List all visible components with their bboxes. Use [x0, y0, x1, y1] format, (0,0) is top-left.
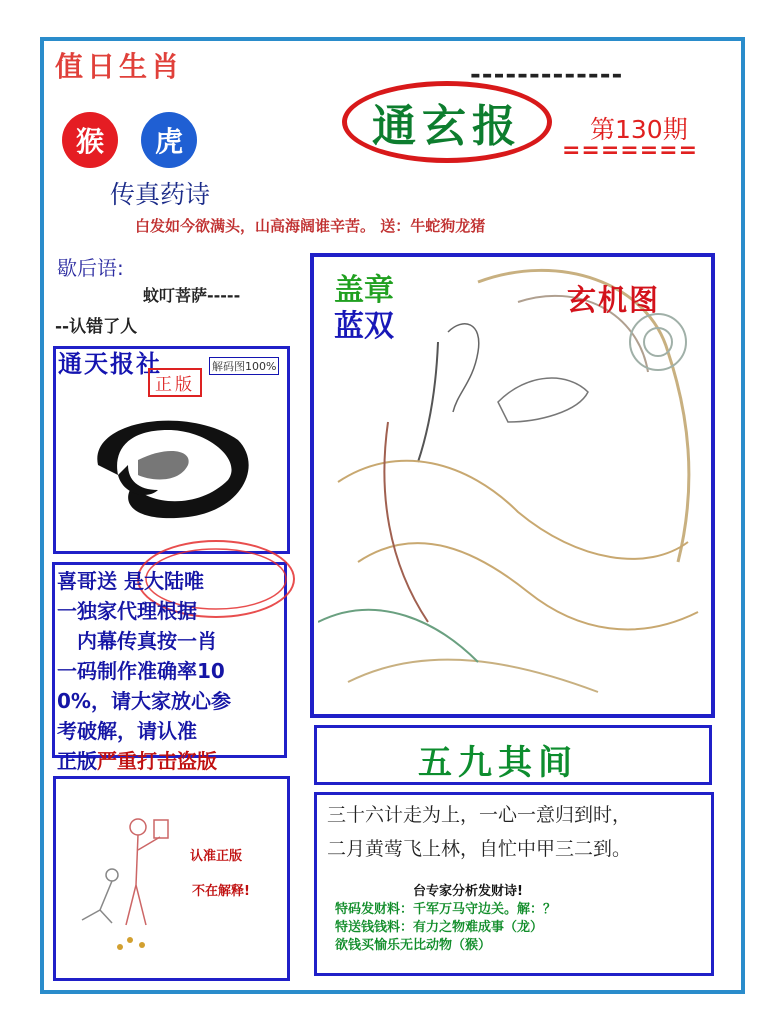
notice-line-3: 内幕传真按一肖: [77, 629, 217, 653]
expert-poem-heading: 台专家分析发财诗!: [413, 884, 523, 899]
expert-item-1: 特码发财料：千军万马守边关。解：？: [335, 902, 557, 917]
notice-anti-piracy: 严重打击盗版: [97, 749, 217, 773]
duty-zodiac-title: 值日生肖: [55, 50, 184, 83]
proverb-question: 蚊叮菩萨-----: [143, 286, 241, 305]
notice-line-5: 0%，请大家放心参: [57, 689, 231, 713]
poem-line-2: 二月黄莺飞上林，自忙中甲三二到。: [327, 838, 632, 860]
zodiac-badge-tiger: 虎: [141, 112, 197, 168]
issue-number: 第130期: [590, 115, 688, 144]
fax-poem-label: 传真药诗: [110, 180, 211, 209]
notice-line-2-blue: 一独家代理: [57, 599, 157, 623]
notice-line-1-blue: 喜哥送: [57, 569, 117, 593]
notice-text: [57, 566, 285, 776]
notice-line-4: 一码制作准确率10: [57, 659, 225, 683]
wujiu-text: 五九其间: [418, 743, 578, 783]
notice-line-1: [57, 566, 285, 596]
proverb-label: 歇后语:: [57, 256, 124, 280]
sketch-figures-image: [72, 815, 182, 955]
bottom-left-text-1: 认准正版: [190, 849, 243, 864]
authentic-badge: 正版: [148, 368, 202, 397]
tongtian-subtitle: 解码图100%: [209, 357, 279, 375]
newspaper-logo: 通玄报: [342, 81, 552, 163]
stamp-caption-line-2: 蓝双: [334, 309, 394, 344]
proverb-answer: --认错了人: [55, 317, 138, 337]
issue-underline: =======: [562, 138, 699, 163]
medicine-poem-line: 白发如今欲满头，山高海阔谁辛苦。 送：牛蛇狗龙猪: [135, 217, 486, 235]
bottom-left-text-2: 不在解释!: [192, 884, 250, 899]
riddle-ink-image: [78, 405, 258, 525]
notice-line-6: 考破解，请认准: [57, 719, 197, 743]
stamp-caption: [334, 273, 394, 345]
notice-line-7: [57, 746, 285, 776]
notice-authentic: 正版: [57, 749, 97, 773]
stamp-caption-line-1: 盖章: [334, 273, 394, 308]
poem-line-1: 三十六计走为上，一心一意归到时，: [327, 804, 632, 826]
top-dashes: -------------: [470, 60, 624, 90]
notice-line-2: [57, 596, 285, 626]
expert-item-3: 欲钱买愉乐无比动物（猴）: [335, 938, 492, 953]
tongtian-title: 通天报社: [58, 350, 162, 378]
riddle-picture-title: 玄机图: [567, 283, 661, 317]
notice-line-1-tail: 是大陆唯: [123, 569, 204, 593]
zodiac-badge-monkey: 猴: [62, 112, 118, 168]
expert-item-2: 特送钱钱料：有力之物难成事（龙）: [335, 920, 544, 935]
notice-line-2-tail: 根据: [157, 599, 197, 623]
